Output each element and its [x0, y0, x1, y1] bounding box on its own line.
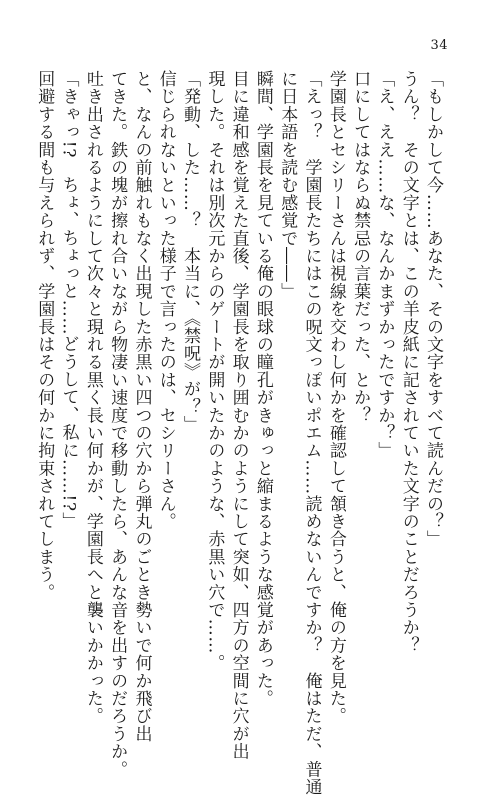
text-line: 吐き出されるようにして次々と現れる黒く長い何かが、学園長へと襲いかかった。 [82, 70, 103, 725]
text-line: 学園長とセシリーさんは視線を交わし何かを確認して頷き合うと、俺の方を見た。 [325, 70, 346, 725]
text-line: うん？ その文字とは、この羊皮紙に記されていた文字のことだろうか？ [398, 70, 419, 655]
text-line: 目に違和感を覚えた直後、学園長を取り囲むかのようにして突如、四方の空間に穴が出 [228, 70, 249, 761]
text-line: 「発動、した……？ 本当に、《禁呪》が？」 [180, 70, 201, 434]
text-line: 瞬間、学園長を見ている俺の眼球の瞳孔がきゅっと縮まるような感覚があった。 [252, 70, 273, 708]
text-line: に日本語を読む感覚で――」 [277, 70, 298, 301]
text-line: 回避する間も与えられず、学園長はその何かに拘束されてしまう。 [34, 70, 55, 601]
text-line: 口にしてはならぬ禁忌の言葉だった、とか？ [350, 70, 371, 424]
text-line: と、なんの前触れもなく出現した赤黒い四つの穴から弾丸のごとき勢いで何か飛び出 [131, 70, 152, 743]
text-line: 「きゃっ!? ちょ、ちょっと……どうして、私に……!?」 [58, 70, 79, 530]
vertical-text-body [34, 70, 445, 796]
page-number: 34 [430, 38, 448, 53]
text-line: てきた。鉄の塊が擦れ合いながら物凄い速度で移動したら、あんな音を出すのだろうか。 [107, 70, 128, 778]
text-line: 信じられないといった様子で言ったのは、セシリーさん。 [155, 70, 176, 531]
text-line: 「もしかして今……あなた、その文字をすべて読んだの？」 [423, 70, 443, 548]
text-line: 「えっ？ 学園長たちにはこの呪文っぽいポエム……読めないんですか？ 俺はただ、普通 [301, 70, 322, 796]
text-line: 現した。それは別次元からのゲートが開いたかのような、赤黒い穴で……。 [204, 70, 225, 672]
text-line: 「え、ええ……な、なんかまずかったですか？」 [374, 70, 395, 460]
